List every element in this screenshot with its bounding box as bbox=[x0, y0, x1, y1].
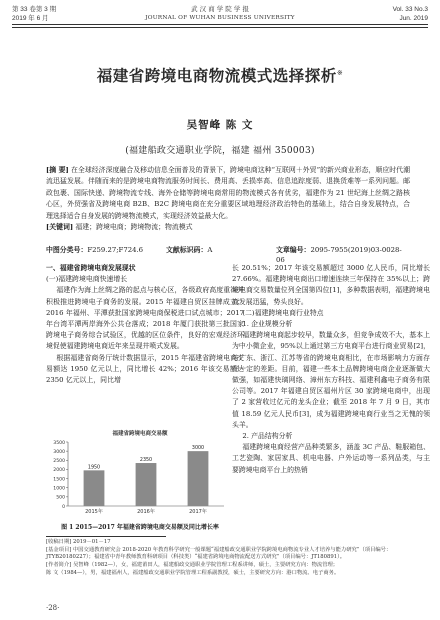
journal-name-cn: 武 汉 商 学 院 学 报 bbox=[191, 5, 249, 13]
article-title-text: 福建省跨境电商物流模式选择探析 bbox=[96, 66, 337, 85]
right-column bbox=[232, 263, 430, 476]
section-heading-1: 一、福建省跨境电商发展现状 bbox=[46, 264, 136, 272]
y-tick-label: 1000 bbox=[53, 486, 65, 492]
issn-label: 文章编号： bbox=[276, 246, 311, 254]
footnote-fund: [基金项目] 中国交通教育研究会 2018-2020 年教育科学研究一般课题“福建船政交通职业学院跨境电商物流专业人才培养与能力研究”（项目编号：JTYB20180227）；福建省中青年教师教育科研项目（科技类）“福建省跨境电商物流配送方式研究”（项目编号：JT180891）。 bbox=[46, 546, 392, 561]
issue-volume: 第 33 卷第 3 期 bbox=[12, 6, 57, 13]
y-tick-label: 2500 bbox=[53, 459, 65, 465]
bar-value-label: 2350 bbox=[139, 458, 153, 464]
doc-label: 文献标识码： bbox=[166, 246, 208, 254]
article-title bbox=[0, 64, 440, 86]
y-tick-label: 2000 bbox=[53, 468, 65, 474]
keywords-text: 福建；跨境电商；跨境物流；物流模式 bbox=[75, 223, 193, 232]
x-tick-label: 2016年 bbox=[137, 509, 155, 515]
document-code bbox=[166, 245, 212, 255]
paragraph-5: 福建跨境电商经营产品种类繁多，涵盖 3C 产品、鞋服箱包、工艺瓷陶、家居家具、机电电器、户外运动等一系列品类，与主要跨境电商平台上的热销 bbox=[232, 443, 430, 474]
paragraph-2: 根据福建省商务厅统计数据显示，2015 年福建省跨境电商交易额达 1950 亿元以上，同比增长 42%；2016 年该交易额达 2350 亿元以上，同比增 bbox=[46, 353, 244, 385]
x-tick-label: 2017年 bbox=[189, 509, 207, 515]
clc-value: F259.27;F724.6 bbox=[87, 246, 144, 254]
issue-volume-en: Vol. 33 No.3 bbox=[392, 6, 428, 13]
y-tick-label: 3500 bbox=[53, 440, 65, 446]
journal-name bbox=[0, 5, 440, 23]
doc-value: A bbox=[207, 246, 213, 254]
clc-label: 中图分类号： bbox=[46, 246, 88, 254]
x-tick-label: 2015年 bbox=[85, 509, 103, 515]
header-rule-thin bbox=[12, 27, 428, 28]
abstract bbox=[46, 165, 410, 233]
left-column bbox=[46, 263, 244, 386]
footnote-author-2: 陈 文（1984—），男，福建福州人，福建船政交通职业学院管理工程系副教授，硕士，主要研究方向：港口物流、电子商务。 bbox=[46, 569, 340, 576]
issue-date-en: Jun. 2019 bbox=[399, 15, 428, 22]
y-tick-label: 0 bbox=[62, 504, 65, 510]
article-meta bbox=[46, 245, 410, 264]
footnote-received: [收稿日期] 2019－01－17 bbox=[46, 539, 111, 545]
subsection-heading-2a: 1. 企业规模分析 bbox=[242, 320, 293, 329]
issn-value: 2095-7955(2019)03-0028-06 bbox=[276, 246, 402, 264]
subsection-heading-2: (二)福建跨境电商行业特点 bbox=[242, 308, 324, 317]
abstract-text: 在全球经济深度融合及移动信息全面普及的背景下，跨境电商这种“互联网＋外贸”的新兴商业形态，顺应时代潮流迅猛发展。伴随而来的是跨境电商物流服务时间长、费用高、丢损率高、信息追踪度弱、退换货难等一系列问题。邮政包裹、国际快递、跨境物流专线、海外仓储等跨境电商常用的物流模式各有优劣，福建作为 21 世纪海上丝绸之路核心区，外贸强省及跨境电商 B2B、B2C 跨境电商在充分重要区域地理经济政治特色的基础上，结合自身发展特点，合理选择适合自身发展的跨境物流模式，实现经济效益最大化。 bbox=[46, 166, 410, 220]
chart-title: 福建省跨境电商交易额 bbox=[112, 431, 168, 437]
keywords-label: [关键词] bbox=[46, 223, 74, 232]
bar-value-label: 1950 bbox=[87, 465, 101, 471]
bar bbox=[188, 451, 209, 506]
article-authors: 吴智峰 陈 文 bbox=[186, 119, 254, 131]
bar bbox=[136, 463, 157, 506]
footnotes bbox=[46, 539, 418, 578]
figure-1 bbox=[46, 430, 234, 520]
paragraph-4: 福建跨境电商起步较早，数量众多，但竞争成效不大，基本上为中小微企业，95%以上通过第三方电商平台进行商业贸易[2]，与广东、浙江、江苏等省的跨境电商相比，在市场影响力方面存在一定的差距。目前，福建一些本土品牌跨境电商企业逐渐做大做强，如福建快璃网络、漳州东方科技、福建利鑫电子商务有限公司等。2017 年福建自贸区福州片区 30 家跨境电商中，出现了 2 家营收过亿元的龙头企业；截至 2018 年 7 月 9 日，其市值 18.59 亿元人民币[3]，成为福建跨境电商行业当之无愧的领头羊。 bbox=[232, 331, 430, 429]
bar-chart bbox=[46, 430, 234, 520]
footnote-author-1: [作者简介] 吴智峰（1982—），女，福建莆田人，福建船政交通职业学院管理工程系讲师，硕士，主要研究方向：物流管理； bbox=[46, 562, 339, 569]
subsection-heading-2b: 2. 产品结构分析 bbox=[242, 432, 293, 441]
bar-value-label: 3000 bbox=[191, 446, 205, 452]
journal-issue-en bbox=[393, 5, 428, 23]
bar bbox=[84, 470, 105, 506]
issue-date: 2019 年 6 月 bbox=[12, 15, 49, 22]
abstract-label: [摘 要] bbox=[46, 166, 69, 174]
article-affiliation: (福建船政交通职业学院，福建 福州 350003) bbox=[125, 146, 315, 156]
figure-caption: 图 1 2015—2017 年福建省跨境电商交易额及同比增长率 bbox=[61, 524, 219, 531]
title-footnote-mark: ※ bbox=[336, 68, 344, 77]
header-rule bbox=[12, 24, 428, 25]
paragraph-1: 福建作为海上丝绸之路的起点与核心区，各级政府高度重视并积极推进跨境电子商务的发展。2015 年福建自贸区挂牌成立；2016 年福州、平潭获批国家跨境电商保税进口试点城市；2017 年台湾平潭两岸海外公共仓落成；2018 年厦门获批第三批国家跨境电子商务综合试验区，优越的区位条件，良好的宏观经济环境促使福建跨境电商近年来呈现井喷式发展。 bbox=[46, 286, 244, 351]
y-tick-label: 1500 bbox=[53, 477, 65, 483]
page-number: ·28· bbox=[46, 604, 60, 612]
subsection-heading-1: (一)福建跨境电商快速增长 bbox=[46, 275, 128, 284]
y-tick-label: 3000 bbox=[53, 449, 65, 455]
paragraph-3: 长 20.51%；2017 年该交易额超过 3000 亿人民币，同比增长 27.66%。福建跨境电商出口增速连续三年保持在 35%以上；跨境电商交易数量位列全国第四位[1]，多种数据表明，福建跨境电商发展迅猛，势头良好。 bbox=[232, 264, 430, 306]
article-number bbox=[276, 245, 410, 265]
journal-name-en: JOURNAL OF WUHAN BUSINESS UNIVERSITY bbox=[145, 15, 295, 21]
footnote-rule bbox=[46, 536, 166, 537]
y-tick-label: 500 bbox=[56, 495, 65, 501]
